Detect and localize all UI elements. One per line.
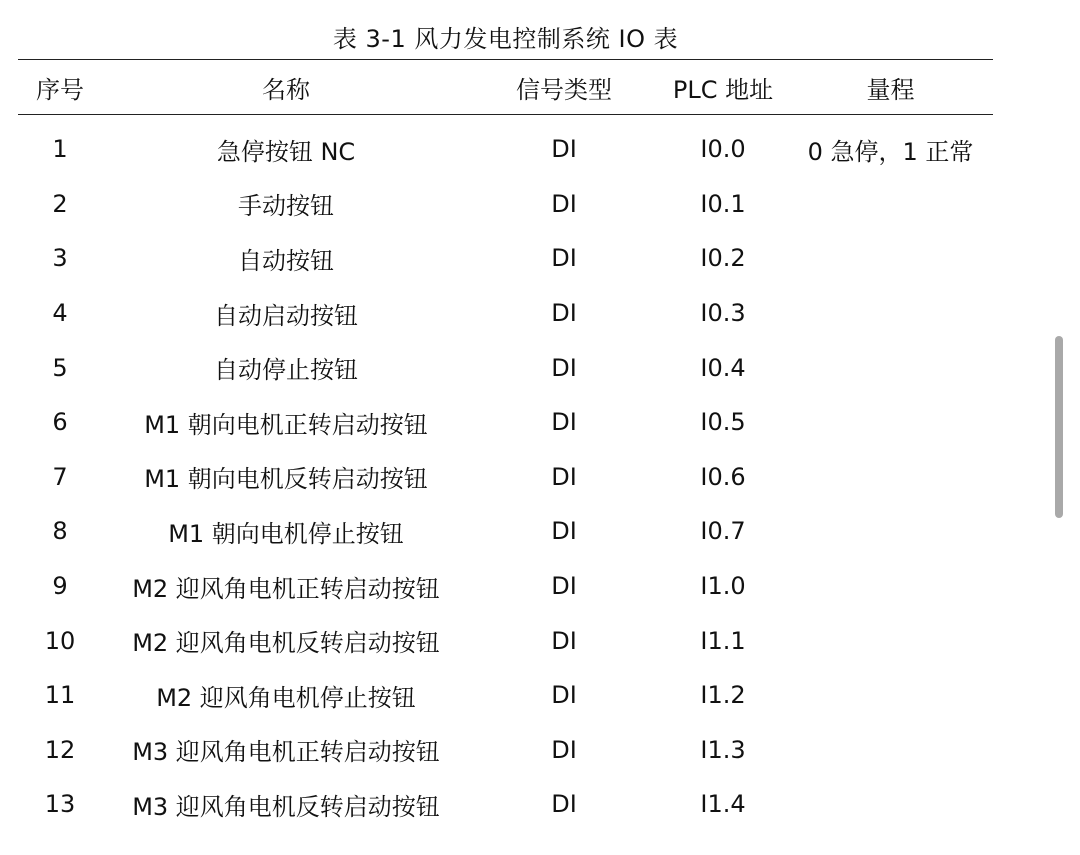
cell-name: M2 迎风角电机反转启动按钮	[132, 629, 440, 658]
table-row	[18, 177, 993, 232]
cell-signal-type: DI	[551, 244, 577, 273]
table-caption: 表 3-1 风力发电控制系统 IO 表	[332, 25, 679, 53]
cell-name: 急停按钮 NC	[216, 137, 356, 166]
cell-signal-type: DI	[551, 299, 577, 328]
io-table	[18, 60, 993, 832]
cell-index: 9	[52, 572, 68, 601]
cell-plc-address: I1.4	[700, 790, 746, 819]
cell-index: 7	[52, 462, 68, 491]
cell-name: M1 朝向电机停止按钮	[168, 519, 404, 548]
cell-plc-address: I0.3	[700, 299, 746, 328]
cell-plc-address: I1.0	[700, 572, 746, 601]
cell-name: 手动按钮	[238, 192, 334, 221]
cell-name: M3 迎风角电机正转启动按钮	[132, 738, 440, 767]
cell-plc-address: I0.7	[700, 517, 746, 546]
table-row	[18, 504, 993, 559]
cell-index: 3	[52, 244, 68, 273]
table-row	[18, 723, 993, 778]
cell-name: M1 朝向电机正转启动按钮	[144, 410, 428, 439]
cell-signal-type: DI	[551, 735, 577, 764]
header-signal-type: 信号类型	[516, 75, 612, 104]
table-row	[18, 122, 993, 177]
table-header-row	[18, 60, 993, 114]
cell-signal-type: DI	[551, 790, 577, 819]
cell-signal-type: DI	[551, 517, 577, 546]
cell-name: M2 迎风角电机停止按钮	[156, 683, 416, 712]
table-row	[18, 668, 993, 723]
cell-signal-type: DI	[551, 462, 577, 491]
cell-plc-address: I1.1	[700, 626, 746, 655]
cell-index: 11	[44, 681, 76, 710]
cell-plc-address: I0.1	[700, 189, 746, 218]
cell-name: M2 迎风角电机正转启动按钮	[132, 574, 440, 603]
cell-index: 2	[52, 189, 68, 218]
cell-signal-type: DI	[551, 189, 577, 218]
table-row	[18, 231, 993, 286]
cell-name: M1 朝向电机反转启动按钮	[144, 465, 428, 494]
cell-plc-address: I1.2	[700, 681, 746, 710]
header-name: 名称	[262, 75, 310, 104]
header-range: 量程	[866, 75, 915, 104]
cell-signal-type: DI	[551, 353, 577, 382]
cell-name: 自动启动按钮	[214, 301, 358, 330]
table-body	[18, 114, 993, 832]
cell-name: 自动停止按钮	[214, 356, 358, 385]
table-row	[18, 777, 993, 832]
cell-index: 6	[52, 408, 68, 437]
table-row	[18, 286, 993, 341]
table-row	[18, 340, 993, 395]
cell-index: 5	[52, 353, 68, 382]
cell-index: 12	[44, 735, 76, 764]
cell-index: 4	[52, 299, 68, 328]
cell-range: 0 急停，1 正常	[807, 137, 974, 166]
cell-plc-address: I0.0	[700, 135, 746, 164]
cell-signal-type: DI	[551, 135, 577, 164]
table-row	[18, 559, 993, 614]
cell-index: 8	[52, 517, 68, 546]
header-plc-address: PLC 地址	[672, 75, 774, 104]
table-row	[18, 395, 993, 450]
cell-signal-type: DI	[551, 681, 577, 710]
cell-plc-address: I0.5	[700, 408, 746, 437]
cell-plc-address: I0.6	[700, 462, 746, 491]
cell-plc-address: I0.4	[700, 353, 746, 382]
cell-signal-type: DI	[551, 408, 577, 437]
header-index: 序号	[36, 75, 84, 104]
cell-plc-address: I0.2	[700, 244, 746, 273]
cell-name: 自动按钮	[238, 246, 334, 275]
cell-index: 10	[44, 626, 76, 655]
table-row	[18, 613, 993, 668]
table-row	[18, 450, 993, 505]
cell-signal-type: DI	[551, 572, 577, 601]
cell-index: 1	[52, 135, 68, 164]
cell-name: M3 迎风角电机反转启动按钮	[132, 792, 440, 821]
cell-index: 13	[44, 790, 76, 819]
cell-signal-type: DI	[551, 626, 577, 655]
vertical-scrollbar[interactable]	[1055, 336, 1063, 518]
cell-plc-address: I1.3	[700, 735, 746, 764]
